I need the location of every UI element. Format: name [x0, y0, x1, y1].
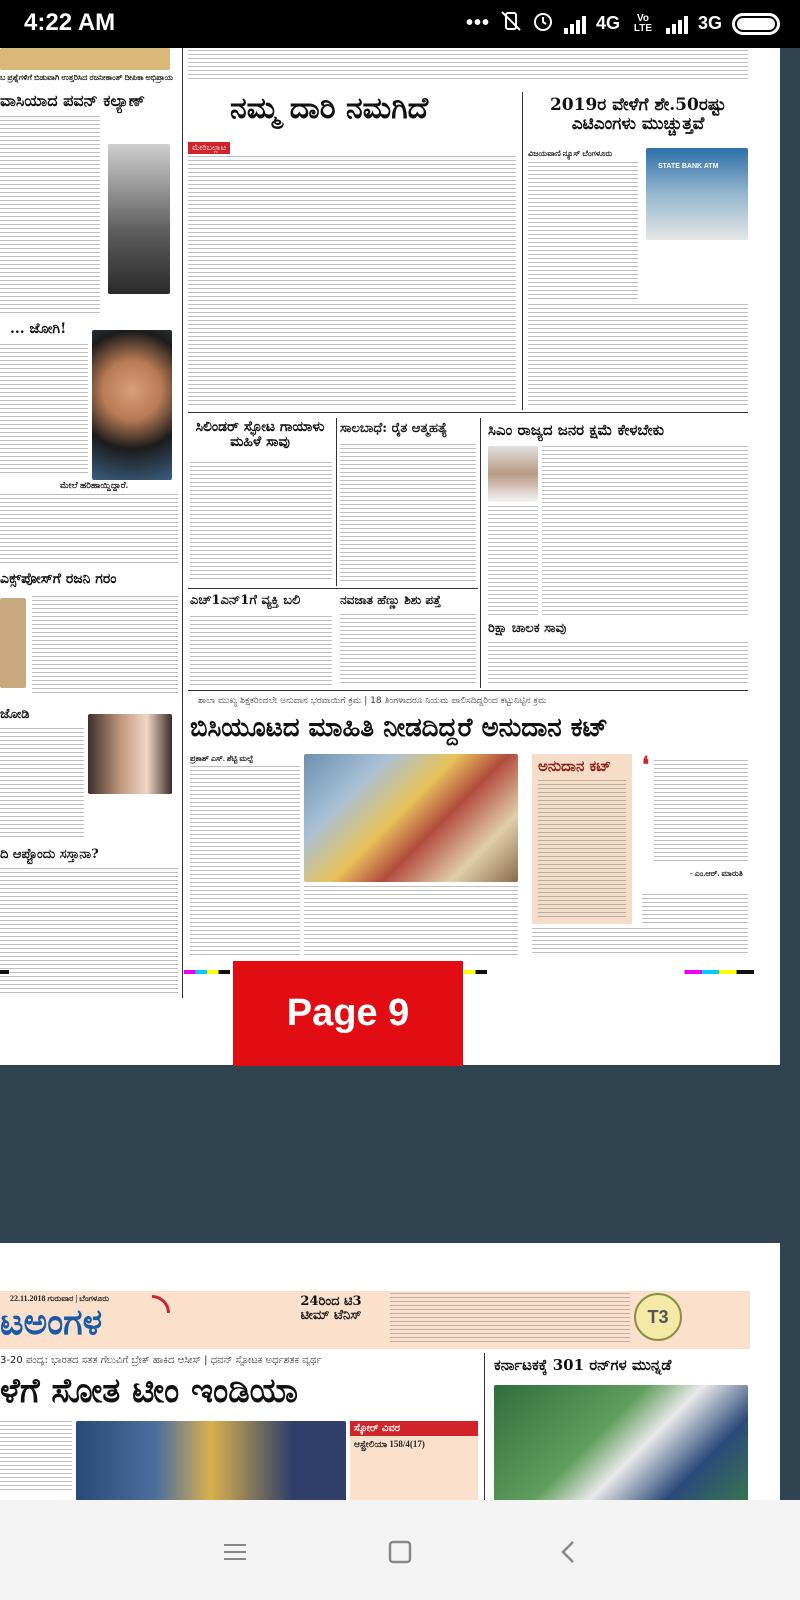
page10-text-left [0, 1421, 72, 1491]
registration-bar-left [0, 970, 230, 974]
left-text-block-4 [32, 596, 178, 696]
headline-farmer: ಸಾಲಬಾಧೆ: ರೈತ ಆತ್ಮಹತ್ಯೆ [340, 421, 448, 436]
score-box [350, 1421, 478, 1500]
page10-masthead: ಟಅಂಗಳ [0, 1302, 103, 1343]
network-4g: 4G [595, 13, 620, 33]
page-number-badge[interactable]: Page 9 [233, 961, 463, 1066]
page10-rule [484, 1353, 485, 1500]
infant-text [340, 614, 476, 686]
rickshaw-text [488, 642, 748, 686]
left-text-block-5 [0, 728, 84, 838]
top-left-photo [0, 48, 170, 70]
quote-mark-icon: ❛ [642, 752, 650, 778]
left-text-block-2 [0, 344, 88, 474]
left-text-block-6 [0, 868, 178, 993]
left-quote: ಮೇಲೆ ಹರಿಹಾಯ್ದಿದ್ದಾರೆ. [60, 480, 129, 490]
atm-byline: ವಿಜಯವಾಣಿ ನ್ಯೂಸ್ ಬೆಂಗಳೂರು [528, 149, 613, 158]
registration-bar-right [464, 970, 754, 974]
quote-text [654, 760, 748, 864]
page10-date: 22.11.2018 ಗುರುವಾರ | ಬೆಂಗಳೂರು [10, 1294, 110, 1303]
headline-h1n1: ಎಚ್1ಎನ್1ಗೆ ವ್ಯಕ್ತಿ ಬಲಿ [190, 593, 301, 608]
page10-promo: 24ರಿಂದ ಟಿ3 ಟೀಮ್ ಟೆನಿಸ್ [300, 1294, 362, 1324]
status-time: 4:22 AM [24, 9, 116, 36]
right-text-4 [642, 894, 748, 924]
headline-cylinder: ಸಿಲಿಂಡರ್ ಸ್ಫೋಟ ಗಾಯಾಳು ಮಹಿಳೆ ಸಾವು [195, 419, 325, 451]
tag-merible: ಮೇರಿಬಲ್ಲಾಟ [188, 142, 230, 154]
atm-text-2 [528, 304, 748, 408]
alarm-icon [532, 10, 554, 37]
left-heading-rajini: ಎಕ್ಸ್‌ಪೋಸ್‌ಗೆ ರಜನಿ ಗರಂ [0, 571, 117, 587]
page10-headline: ಳೆಗೆ ಸೋತ ಟೀಂ ಇಂಡಿಯಾ [0, 1373, 299, 1411]
anudana-box [532, 754, 632, 924]
rajini-photo [0, 598, 26, 688]
pawan-photo [108, 144, 170, 294]
vibrate-off-icon [500, 10, 522, 37]
page10-promo-text [390, 1293, 630, 1345]
kicker-text: ಶಾಲಾ ಮುಖ್ಯ ಶಿಕ್ಷಕರಿಂದಲೇ ಅನುದಾನ ಭರವಾಯಿಗೆ ಕ್ರಮ | 18 ತಿಂಗಳಾದರೂ ನಿಯಮ ಪಾಲಿಸದಿದ್ದರಿಂದ ಕಟ್ಟುನಿಟ್ಟಿನ ಕ್ರಮ [198, 696, 547, 706]
android-nav-bar [0, 1500, 800, 1600]
cylinder-text [190, 462, 332, 582]
page10-side-headline: ಕರ್ನಾಟಕಕ್ಕೆ 301 ರನ್‌ಗಳ ಮುನ್ನಡೆ [494, 1356, 672, 1374]
anudana-box-title: ಅನುದಾನ ಕಟ್ [538, 757, 611, 775]
left-heading-pawan: ವಾಸಿಯಾದ ಪವನ್ ಕಲ್ಯಾಣ್ [0, 91, 145, 110]
school-meal-photo [304, 754, 518, 882]
status-icons [466, 10, 780, 37]
t3-logo-text: T3 [647, 1306, 669, 1327]
rule-right-1 [522, 92, 523, 410]
newspaper-page-10[interactable] [0, 1243, 780, 1500]
left-text-block [0, 116, 100, 316]
h1n1-text [190, 616, 332, 686]
headline-atm: 2019ರ ವೇಳೆಗೆ ಶೇ.50ರಷ್ಟು ಎಟಿಎಂಗಳು ಮುಚ್ಚುತ್ತವೆ [549, 95, 727, 134]
menu-icon[interactable] [215, 1532, 255, 1572]
epaper-viewer[interactable] [0, 48, 800, 1500]
left-text-block-3 [0, 494, 178, 564]
battery-icon [732, 13, 780, 35]
left-heading-last: ದಿ ಆಪ್ಟೊಂದು ಸಸ್ತಾನಾ? [0, 847, 99, 862]
atm-text-1 [528, 162, 638, 302]
headline-rickshaw: ರಿಕ್ಷಾ ಚಾಲಕ ಸಾವು [488, 621, 567, 636]
page10-strap: 3-20 ಪಂದ್ಯ: ಭಾರತದ ಸತತ ಗೆಲುವಿಗೆ ಬ್ರೇಕ್ ಹಾಕಿದ ಆಸೀಸ್ | ಧವನ್ ಸ್ಫೋಟಕ ಅರ್ಧಶತಕ ವ್ಯರ್ಥ [0, 1355, 322, 1366]
bisiyoota-text-3 [532, 928, 748, 956]
team-photo [76, 1421, 346, 1500]
headline-cm: ಸಿಎಂ ರಾಜ್ಯದ ಜನರ ಕ್ಷಮೆ ಕೇಳಬೇಕು [488, 421, 665, 439]
left-heading-jogi: ... ಜೋಗಿ! [10, 321, 67, 337]
rule-v-3 [480, 418, 481, 688]
bisiyoota-text-1 [190, 766, 300, 956]
column-rule [182, 48, 183, 998]
anudana-box-text [538, 780, 626, 920]
signal-icon-2 [666, 14, 688, 34]
couple-photo [88, 714, 172, 794]
left-heading-jodi: ಜೋಡಿ [0, 707, 30, 722]
more-dots-icon: ••• [465, 12, 490, 34]
rule-v-2 [336, 418, 337, 586]
home-square-icon[interactable] [380, 1532, 420, 1572]
volte-label: Vo LTE [633, 12, 653, 34]
top-text-strip [188, 50, 748, 82]
rule-horizontal-1 [188, 412, 748, 413]
rule-h-3 [188, 690, 748, 691]
cm-text-2 [488, 506, 538, 616]
cm-photo [488, 446, 538, 502]
quote-attribution: - ಎಂ.ಆರ್. ಮಾರುತಿ [690, 869, 743, 878]
headline-infant: ನವಜಾತ ಹೆಣ್ಣು ಶಿಶು ಪತ್ತೆ [340, 593, 441, 607]
headline-bisiyoota: ಬಿಸಿಯೂಟದ ಮಾಹಿತಿ ನೀಡದಿದ್ದರೆ ಅನುದಾನ ಕಟ್ [190, 713, 608, 743]
top-left-snippet: ಬ ಪ್ರಶ್ನೆಗಳಿಗೆ ಬಿಡುವಾಗಿ ಉತ್ತರಿಸಿದ ರಜನೀಕಾಂತ್ ದೀಪಿಕಾ ಅಭಿಪ್ರಾಯ [0, 73, 174, 82]
cricketer-photo [494, 1385, 748, 1500]
cm-text [542, 446, 748, 616]
back-chevron-icon[interactable] [548, 1532, 588, 1572]
network-3g: 3G [697, 13, 722, 33]
t3-logo [634, 1293, 682, 1341]
rule-h-2 [188, 588, 478, 589]
newspaper-page-9[interactable] [0, 48, 780, 1065]
atm-photo [646, 148, 748, 240]
bisiyoota-byline: ಪ್ರಕಾಶ್ ಎಸ್. ಶೆಟ್ಟಿ ಮಲ್ಪೆ [190, 754, 254, 763]
bisiyoota-text-2 [304, 886, 518, 956]
headline-namma-daari: ನಮ್ಮ ದಾರಿ ನಮಗಿದೆ [230, 91, 429, 126]
signal-icon [564, 14, 586, 34]
jogi-photo [92, 330, 172, 480]
farmer-text [340, 444, 476, 582]
score-line: ಆಸ್ಟ್ರೇಲಿಯಾ 158/4(17) [354, 1439, 425, 1449]
left-column [0, 86, 178, 996]
status-bar [0, 0, 800, 48]
atm-sign: STATE BANK ATM [658, 163, 719, 170]
score-title: ಸ್ಕೋರ್ ವಿವರ [350, 1421, 478, 1436]
namma-daari-text [188, 156, 516, 408]
